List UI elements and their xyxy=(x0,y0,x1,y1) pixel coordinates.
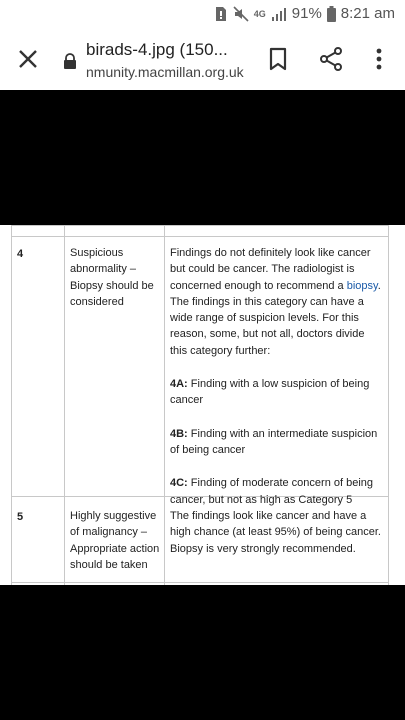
assessment-5: Highly suggestive of malignancy – Appropriate action should be taken xyxy=(70,510,160,571)
category-4: 4 xyxy=(17,248,24,260)
page-url[interactable]: nmunity.macmillan.org.uk xyxy=(86,64,244,80)
lock-icon xyxy=(62,53,78,69)
assessment-4: Suspicious abnormality – Biopsy should be considered xyxy=(70,247,154,308)
clock: 8:21 am xyxy=(340,5,395,22)
share-icon[interactable] xyxy=(318,46,344,72)
table-border-bottom xyxy=(11,582,389,583)
bookmark-icon[interactable] xyxy=(265,46,291,72)
table-column-divider xyxy=(64,225,65,585)
table-row-divider-header xyxy=(11,236,389,237)
description-4-intro-rest: . The findings in this category can have a wide range of suspicion levels. For this reason, some, but not all, doctors divide this category further: xyxy=(170,279,381,357)
subcategory-text: Finding with an intermediate suspicion of being cancer xyxy=(170,427,378,456)
browser-toolbar xyxy=(0,28,405,90)
description-5: The findings look like cancer and have a high chance (at least 95%) of being cancer. Biopsy is very strongly recommended. xyxy=(170,510,381,555)
image-content xyxy=(0,225,405,585)
status-bar xyxy=(0,0,405,28)
image-viewer-background-bottom xyxy=(0,585,405,720)
subcategory-4b xyxy=(170,426,382,459)
table-border-right xyxy=(388,225,389,585)
description-4 xyxy=(170,245,382,508)
subcategory-4c xyxy=(170,475,382,508)
status-icons xyxy=(214,5,395,22)
network-type: 4G xyxy=(253,8,266,19)
battery-percent: 91% xyxy=(291,5,322,22)
description-4-intro: Findings do not definitely look like cancer but could be cancer. The radiologist is concerned enough to recommend a xyxy=(170,247,371,292)
table-border-top xyxy=(11,225,389,226)
subcategory-code: 4B: xyxy=(170,427,188,440)
mute-icon xyxy=(233,6,249,22)
battery-icon xyxy=(327,6,336,22)
category-5: 5 xyxy=(17,511,24,523)
biopsy-link[interactable]: biopsy xyxy=(346,279,378,292)
subcategory-code: 4A: xyxy=(170,378,188,391)
subcategory-code: 4C: xyxy=(170,477,188,490)
signal-icon xyxy=(271,7,287,21)
page-title: birads-4.jpg (150... xyxy=(86,40,228,59)
more-options-icon[interactable] xyxy=(366,46,392,72)
table-column-divider xyxy=(164,225,165,585)
close-icon[interactable] xyxy=(14,45,42,73)
subcategory-text: Finding with a low suspicion of being cancer xyxy=(170,378,370,407)
sim-alert-icon xyxy=(214,6,228,22)
table-border-left xyxy=(11,225,12,585)
subcategory-4a xyxy=(170,376,382,409)
subcategory-text: Finding of moderate concern of being cancer, but not as high as Category 5 xyxy=(170,477,374,506)
image-viewer-background-top xyxy=(0,90,405,225)
